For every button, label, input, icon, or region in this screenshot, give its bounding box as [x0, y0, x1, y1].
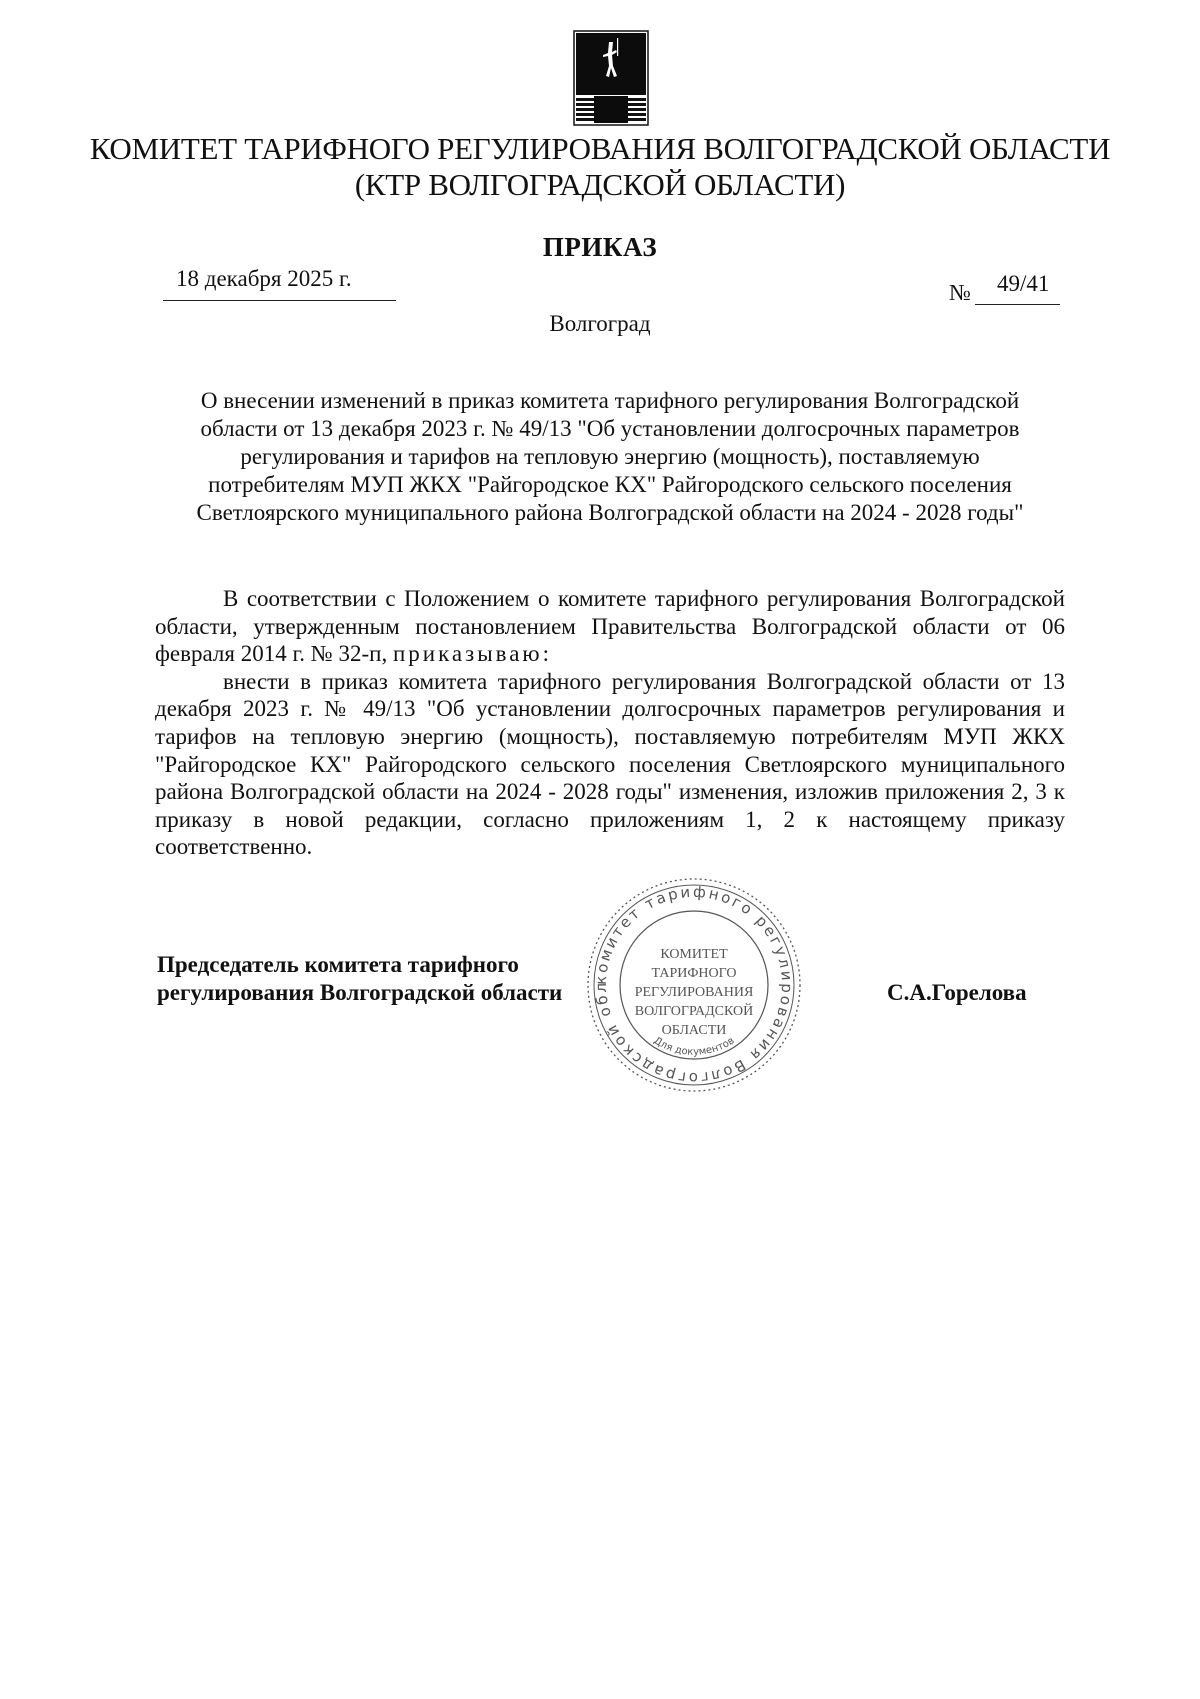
- stamp-bottom-text: Для документов: [651, 1035, 737, 1058]
- signer-position: регулирования Волгоградской области: [157, 980, 563, 1005]
- document-city: Волгоград: [549, 311, 651, 336]
- organization-name: КОМИТЕТ ТАРИФНОГО РЕГУЛИРОВАНИЯ ВОЛГОГРАДСКОЙ ОБЛАСТИ: [89, 131, 1111, 166]
- coat-of-arms-icon: [573, 30, 649, 126]
- document-body: [155, 585, 1065, 861]
- signer-name: С.А.Горелова: [887, 980, 1027, 1005]
- svg-text:Для документов: [652, 1035, 737, 1058]
- organization-short-name: (КТР ВОЛГОГРАДСКОЙ ОБЛАСТИ): [354, 167, 846, 202]
- date-underline: [163, 300, 396, 301]
- stamp-inner-line: ВОЛГОГРАДСКОЙ: [634, 1004, 754, 1019]
- document-type: ПРИКАЗ: [542, 232, 658, 262]
- number-sign: №: [949, 280, 971, 305]
- number-underline: [975, 304, 1060, 305]
- body-paragraph-basis: [155, 585, 1065, 668]
- title-line: О внесении изменений в приказ комитета тарифного регулирования Волгоградской: [200, 388, 1020, 413]
- body-paragraph-order: внести в приказ комитета тарифного регулирования Волгоградской области от 13 декабря 2023 г. № 49/13 "Об установлении долгосрочных параметров регулирования и тарифов на тепловую энергию (мощность), поставляемую потребителям МУП ЖКХ "Райгородское КХ" Райгородского сельского поселения Светлоярского муниципального района Волгоградской области на 2024 - 2028 годы" изменения, изложив приложения 2, 3 к приказу в новой редакции, согласно приложениям 1, 2 к настоящему приказу соответственно.: [155, 668, 1065, 860]
- title-line: потребителям МУП ЖКХ "Райгородское КХ" Райгородского сельского поселения: [208, 472, 1012, 497]
- stamp-inner-line: ОБЛАСТИ: [661, 1023, 727, 1038]
- document-date: 18 декабря 2025 г.: [176, 266, 352, 291]
- stamp-outer-text: комитет тарифного регулирования Волгоградской обл: [591, 882, 797, 1088]
- signer-position: Председатель комитета тарифного: [157, 952, 519, 977]
- title-line: Светлоярского муниципального района Волгоградской области на 2024 - 2028 годы": [196, 500, 1024, 525]
- stamp-inner-line: РЕГУЛИРОВАНИЯ: [634, 985, 754, 1000]
- stamp-inner-line: ТАРИФНОГО: [651, 966, 737, 981]
- official-stamp: [583, 874, 805, 1096]
- document-number: 49/41: [997, 271, 1050, 296]
- title-line: регулирования и тарифов на тепловую энергию (мощность), поставляемую: [240, 444, 980, 469]
- document-title: [165, 387, 1055, 527]
- basis-text: В соответствии с Положением о комитете тарифного регулирования Волгоградской области, утвержденным постановлением Правительства Волгоградской области от 06 февраля 2014 г. № 32-п,: [155, 586, 1065, 667]
- order-word: приказываю:: [392, 641, 552, 667]
- stamp-inner-line: КОМИТЕТ: [660, 947, 728, 962]
- title-line: области от 13 декабря 2023 г. № 49/13 "Об установлении долгосрочных параметров: [200, 416, 1020, 441]
